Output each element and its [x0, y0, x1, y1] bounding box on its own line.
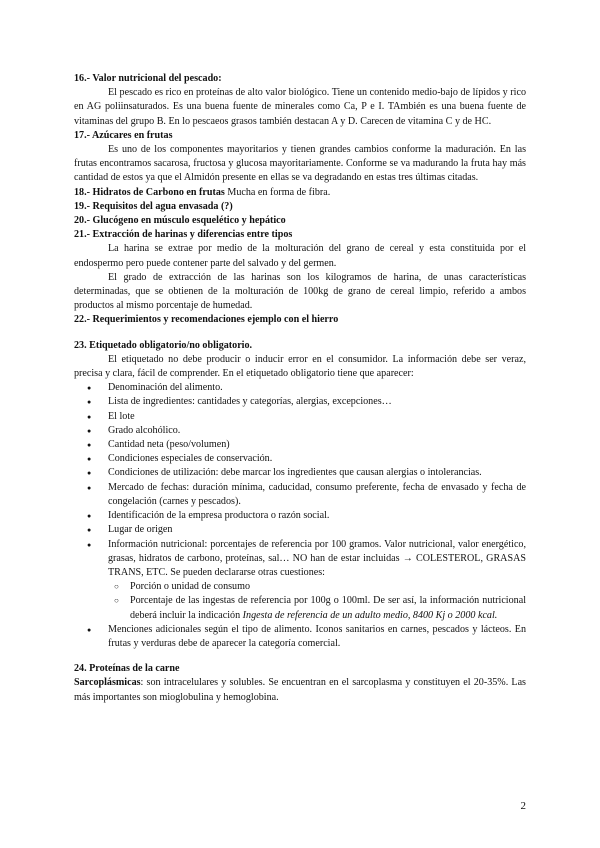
- section-23-paragraph: El etiquetado no debe producir o inducir error en el consumidor. La información debe ser veraz, precisa y clara, fácil de comprender. En el etiquetado obligatorio tiene que aparecer:: [74, 353, 526, 380]
- sub-bullet-item: ○ Porción o unidad de consumo: [108, 580, 526, 594]
- section-20-title: 20.- Glucógeno en músculo esquelético y hepático: [74, 215, 286, 227]
- section-24-term: Sarcoplásmicas: [74, 677, 141, 689]
- labeling-bullet-list: [74, 381, 526, 651]
- bullet-item: ● Lugar de origen: [74, 523, 526, 537]
- bullet-item: ● Menciones adicionales según el tipo de alimento. Iconos sanitarios en carnes, pescados y lácteos. En frutas y verduras debe de aparecer la categoría comercial.: [74, 623, 526, 651]
- section-18-title: 18.- Hidratos de Carbono en frutas: [74, 186, 225, 198]
- bullet-item: ● El lote: [74, 410, 526, 424]
- section-16-title: 16.- Valor nutricional del pescado:: [74, 73, 222, 84]
- section-16-paragraph: El pescado es rico en proteínas de alto valor biológico. Tiene un contenido medio-bajo de lípidos y rico en AG poliinsaturados. Es una buena fuente de minerales como Ca, P e I. TAmbién es una buena fuente de vitaminas del grupo B. En lo pescaeos grasos también destacan A y D. Carecen de vitamina C y de HC.: [74, 87, 526, 127]
- page-content: [74, 72, 526, 705]
- section-21-title: 21.- Extracción de harinas y diferencias entre tipos: [74, 229, 293, 241]
- bullet-item: ● Cantidad neta (peso/volumen): [74, 438, 526, 452]
- bullet-item: ● Lista de ingredientes: cantidades y categorías, alergias, excepciones…: [74, 395, 526, 409]
- nutrition-sub-list: [108, 580, 526, 623]
- section-23-title: 23. Etiquetado obligatorio/no obligatorio.: [74, 339, 253, 351]
- bullet-item: ● Grado alcohólico.: [74, 424, 526, 438]
- section-19-title: 19.- Requisitos del agua envasada (?): [74, 200, 233, 212]
- nutrition-info-text: Información nutricional: porcentajes de referencia por 100 gramos. Valor nutricional, valor energético, grasas, hidratos de carbono, proteínas, sal… NO han de estar incluidas → COLESTEROL, GRASAS TRANS, ETC. Se pueden declararse otras cuestiones:: [108, 538, 526, 578]
- sub-bullet-item: [108, 594, 526, 622]
- spacer: [74, 328, 526, 339]
- bullet-item: ● Condiciones de utilización: debe marcar los ingredientes que causan alergias o intolerancias.: [74, 466, 526, 480]
- bullet-item: ● Identificación de la empresa productora o razón social.: [74, 509, 526, 523]
- section-21-paragraph-2: El grado de extracción de las harinas son los kilogramos de harina, de unas características determinadas, que se obtienen de la molturación de 100kg de grano de cereal limpio, referido a ambos productos al mismo porcentaje de humedad.: [74, 271, 526, 312]
- sub-bullet-text: Porcentaje de las ingestas de referencia por 100g o 100ml. De ser así, la información nutricional deberá incluir la indicación: [130, 595, 526, 621]
- section-18-line: [74, 186, 526, 200]
- section-18-text: Mucha en forma de fibra.: [224, 186, 331, 198]
- section-24-title: 24. Proteínas de la carne: [74, 663, 180, 675]
- spacer: [74, 651, 526, 662]
- section-24-text: : son intracelulares y solubles. Se encuentran en el sarcoplasma y constituyen el 20-35%. Las más importantes son mioglobulina y hemoglobina.: [74, 677, 526, 703]
- section-17-title: 17.- Azúcares en frutas: [74, 129, 173, 141]
- section-21-paragraph-1: La harina se extrae por medio de la molturación del grano de cereal y esta constituida por el endospermo pero puede contener parte del salvado y del germen.: [74, 243, 526, 269]
- bullet-item-nutrition: [74, 538, 526, 623]
- sub-bullet-italic: Ingesta de referencia de un adulto medio, 8400 Kj o 2000 kcal.: [242, 609, 498, 621]
- bullet-item: ● Mercado de fechas: duración mínima, caducidad, consumo preferente, fecha de envasado y fecha de congelación (carnes y pescados).: [74, 481, 526, 509]
- page-number: 2: [520, 800, 526, 812]
- bullet-item: ● Denominación del alimento.: [74, 381, 526, 395]
- section-22-title: 22.- Requerimientos y recomendaciones ejemplo con el hierro: [74, 314, 339, 326]
- bullet-item: ● Condiciones especiales de conservación.: [74, 452, 526, 466]
- section-24-paragraph: [74, 676, 526, 704]
- section-17-paragraph: Es uno de los componentes mayoritarios y tienen grandes cambios conforme la maduración. En las frutas encontramos sacarosa, fructosa y glucosa mayoritariamente. Conforme se va madurando la fruta hay más cantidad de estos ya que el Almidón presente en ellas se va degradando en estas tres últimas citadas.: [74, 144, 526, 184]
